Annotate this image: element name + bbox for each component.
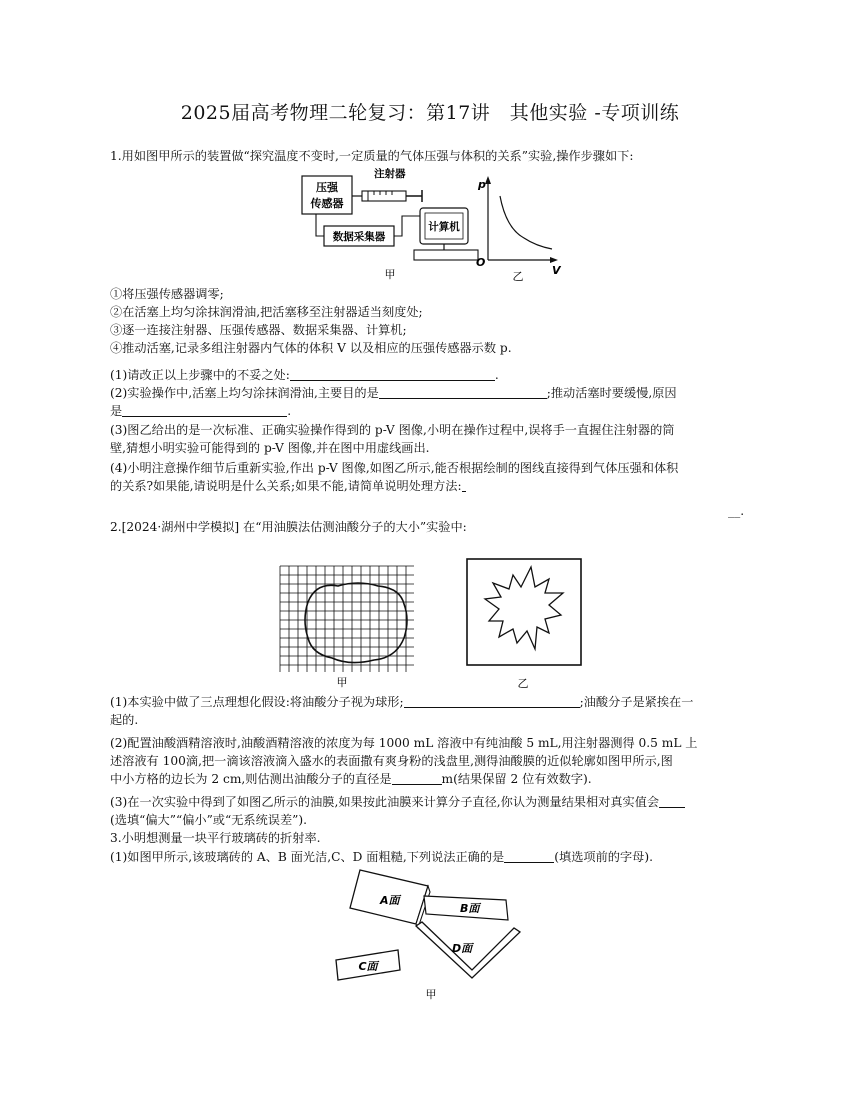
q1-figure-apparatus <box>296 166 570 284</box>
q1-step-3: ③逐一连接注射器、压强传感器、数据采集器、计算机; <box>110 323 407 337</box>
q1-part-4-line-2 <box>110 477 750 495</box>
q1-end-blank: __. <box>728 504 745 518</box>
page-title: 2025届高考物理二轮复习：第17讲 其他实验 -专项训练 <box>180 102 680 124</box>
sensor-label-2: 传感器 <box>310 197 344 210</box>
q2-caption-a: 甲 <box>336 676 348 688</box>
pv-curve <box>500 196 552 249</box>
q1-step-2: ②在活塞上均匀涂抹润滑油,把活塞移至注射器适当刻度处; <box>110 305 423 319</box>
q1-stem: 1.用如图甲所示的装置做“探究温度不变时,一定质量的气体压强与体积的关系”实验,操作步骤如下: <box>110 149 634 163</box>
answer-blank[interactable] <box>659 794 685 808</box>
q1-part-1: (1)请改正以上步骤中的不妥之处: . <box>110 368 499 382</box>
face-b-label: B面 <box>460 902 480 915</box>
computer-base <box>414 250 478 260</box>
answer-blank[interactable] <box>122 403 287 417</box>
q1-part-1-text: (1)请改正以上步骤中的不妥之处: <box>110 368 290 382</box>
answer-blank[interactable] <box>290 367 495 381</box>
q2-part-2-line-3 <box>110 770 750 788</box>
computer-label: 计算机 <box>428 221 460 233</box>
q2-part-1-cont: 起的. <box>110 713 139 727</box>
face-c-label: C面 <box>358 960 378 973</box>
q2-part-3-text: (3)在一次实验中得到了如图乙所示的油膜,如果按此油膜来计算分子直径,你认为测量结果相对真实值会 <box>110 795 660 809</box>
q2-caption-b: 乙 <box>517 677 529 690</box>
q3-caption: 甲 <box>425 988 437 1001</box>
q1-part-4-text: 的关系?如果能,请说明是什么关系;如果不能,请简单说明处理方法: <box>110 479 462 493</box>
axis-label-v: V <box>552 264 561 277</box>
syringe-label: 注射器 <box>374 168 406 180</box>
answer-blank[interactable] <box>462 478 466 492</box>
answer-blank[interactable] <box>379 385 547 399</box>
axis-label-p: p <box>478 178 486 191</box>
answer-blank[interactable] <box>392 771 442 785</box>
q2-part-1 <box>110 693 750 711</box>
sensor-label-1: 压强 <box>316 181 338 194</box>
q1-part-2 <box>110 384 750 402</box>
q1-part-2-cont: 是 . <box>110 404 292 418</box>
axis-origin: O <box>476 256 486 269</box>
q2-stem: 2.[2024·湖州中学模拟] 在“用油膜法估测油酸分子的大小”实验中: <box>110 520 467 534</box>
q2-part-1-text-a: (1)本实验中做了三点理想化假设:将油酸分子视为球形; <box>110 695 404 709</box>
answer-blank[interactable] <box>404 694 580 708</box>
q1-part-3-line-1: (3)图乙给出的是一次标准、正确实验操作得到的 p-V 图像,小明在操作过程中,误将手一直握住注射器的筒 <box>110 423 675 437</box>
q3-stem: 3.小明想测量一块平行玻璃砖的折射率. <box>110 831 321 845</box>
q1-part-3-line-2: 壁,猜想小明实验可能得到的 p-V 图像,并在图中用虚线画出. <box>110 441 430 455</box>
q2-part-3-line-2: (选填“偏大”“偏小”或“无系统误差”). <box>110 813 308 827</box>
q3-part-1-text-a: (1)如图甲所示,该玻璃砖的 A、B 面光洁,C、D 面粗糙,下列说法正确的是 <box>110 850 505 864</box>
q2-part-1-text-b: ;油酸分子是紧挨在一 <box>579 695 694 709</box>
face-d-label: D面 <box>452 942 473 955</box>
q1-part-2-text-c: 是 <box>110 404 123 418</box>
q2-figure-irregular-film <box>465 557 585 691</box>
q2-part-2-line-2: 述溶液有 100滴,把一滴该溶液滴入盛水的表面撒有爽身粉的浅盘里,测得油酸膜的近似轮廓如图甲所示,图 <box>110 754 673 768</box>
answer-blank[interactable] <box>504 849 554 863</box>
q2-figure-oil-film-grid <box>278 562 418 688</box>
q2-part-2-text-b: m(结果保留 2 位有效数字). <box>441 772 592 786</box>
q1-step-4: ④推动活塞,记录多组注射器内气体的体积 V 以及相应的压强传感器示数 p. <box>110 341 512 355</box>
dish-frame <box>467 559 581 665</box>
q2-part-2-line-1: (2)配置油酸酒精溶液时,油酸酒精溶液的浓度为每 1000 mL 溶液中有纯油酸 5 mL,用注射器测得 0.5 mL 上 <box>110 736 698 750</box>
fig-caption-b: 乙 <box>512 270 524 283</box>
syringe-barrel <box>362 191 406 201</box>
collector-label: 数据采集器 <box>332 231 386 243</box>
face-a-label: A面 <box>380 894 400 907</box>
q1-part-2-text-a: (2)实验操作中,活塞上均匀涂抹润滑油,主要目的是 <box>110 386 379 400</box>
oil-film-outline <box>305 583 407 663</box>
q1-part-4-line-1: (4)小明注意操作细节后重新实验,作出 p-V 图像,如图乙所示,能否根据绘制的图线直接得到气体压强和体积 <box>110 461 679 475</box>
q1-step-1: ①将压强传感器调零; <box>110 287 224 301</box>
q2-part-2-text-a: 中小方格的边长为 2 cm,则估测出油酸分子的直径是 <box>110 772 392 786</box>
q1-part-2-text-b: ;推动活塞时要缓慢,原因 <box>546 386 677 400</box>
q3-part-1-text-b: (填选项前的字母). <box>554 850 653 864</box>
fig-caption-a: 甲 <box>384 268 396 281</box>
q2-part-3-line-1 <box>110 793 750 811</box>
q3-figure-glass-block <box>330 862 535 1004</box>
